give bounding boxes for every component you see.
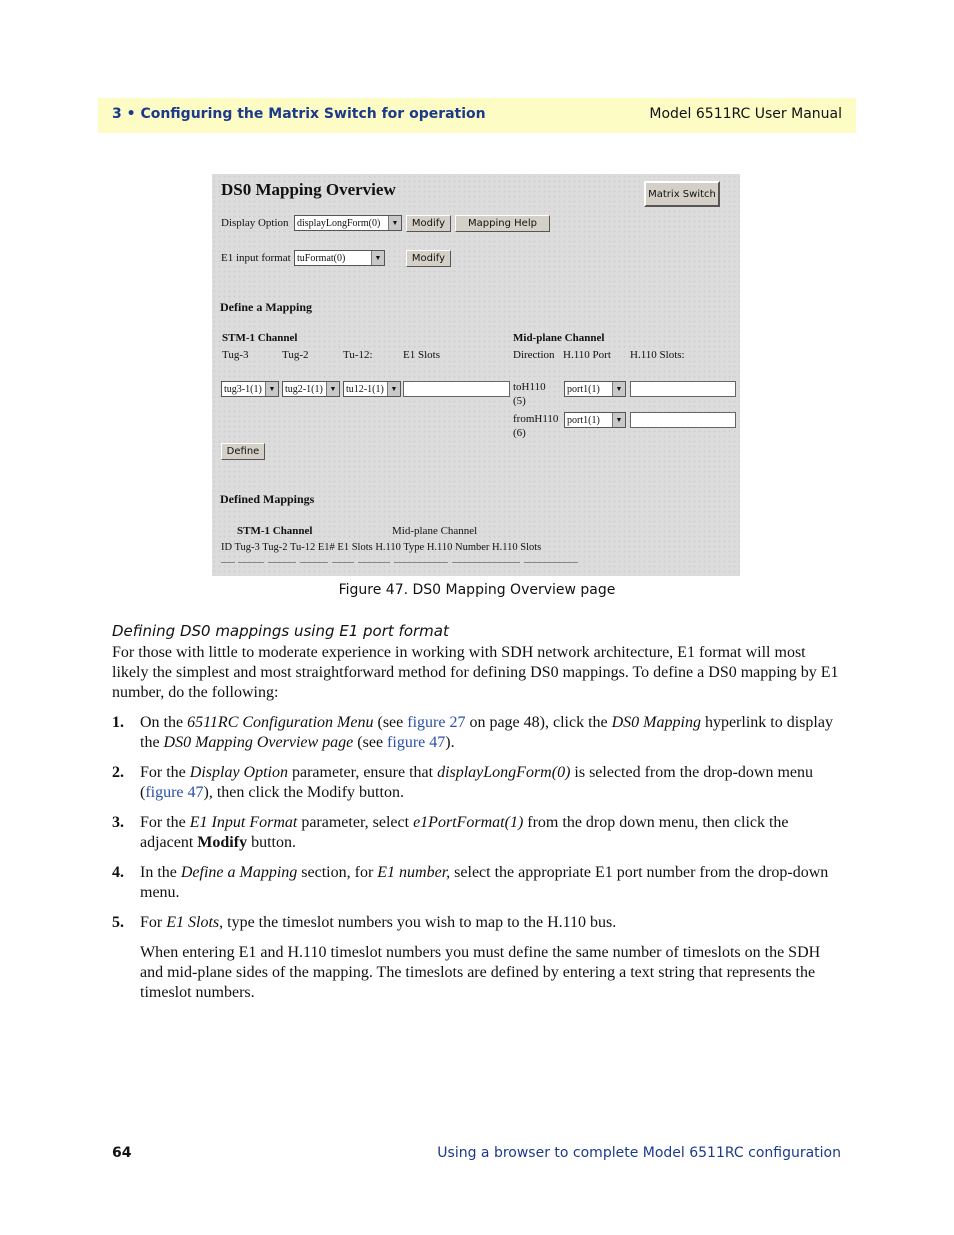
defined-mappings-columns: ID Tug-3 Tug-2 Tu-12 E1# E1 Slots H.110 Type H.110 Number H.110 Slots — [221, 542, 542, 553]
col-e1-slots: E1 Slots — [403, 349, 440, 361]
column-underline — [524, 562, 578, 563]
note-paragraph: When entering E1 and H.110 timeslot numbers you must define the same number of timeslots on the SDH and mid-plane sides of the mapping. The timeslots are defined by entering a text string that represents the timeslot numbers. — [140, 944, 821, 1001]
column-underline — [452, 562, 520, 563]
column-underline — [268, 562, 296, 563]
col-direction: Direction — [513, 349, 555, 361]
col-tug3: Tug-3 — [222, 349, 249, 361]
chevron-down-icon: ▼ — [265, 382, 278, 396]
intro-paragraph: For those with little to moderate experience in working with SDH network architecture, E1 format will most likely the simplest and most straightforward method for defining DS0 mappings. To define a DS0 mapping by E1 number, do the following: — [112, 644, 839, 701]
stm-channel-label-2: STM-1 Channel — [237, 525, 313, 537]
running-header — [98, 98, 856, 133]
list-item: 2. For the Display Option parameter, ensure that displayLongForm(0) is selected from the drop-down menu (figure 47), then click the Modify button. — [112, 764, 813, 801]
column-underline — [221, 562, 235, 563]
stm-channel-label: STM-1 Channel — [222, 332, 298, 344]
column-underline — [358, 562, 390, 563]
from-h110-label: fromH110 — [513, 413, 559, 425]
display-option-select[interactable]: displayLongForm(0) ▼ — [294, 215, 402, 231]
column-underline — [300, 562, 328, 563]
page-number: 64 — [112, 1145, 132, 1161]
manual-title: Model 6511RC User Manual — [649, 106, 842, 122]
to-h110-slots-input[interactable] — [630, 381, 736, 397]
column-underline — [238, 562, 264, 563]
column-underline — [332, 562, 354, 563]
chevron-down-icon: ▼ — [371, 251, 384, 265]
midplane-channel-label-2: Mid-plane Channel — [392, 525, 478, 537]
chevron-down-icon: ▼ — [326, 382, 339, 396]
col-h110-port: H.110 Port — [563, 349, 611, 361]
col-tu12: Tu-12: — [343, 349, 373, 361]
tug2-select[interactable]: tug2-1(1) ▼ — [282, 381, 340, 397]
list-item: 3. For the E1 Input Format parameter, select e1PortFormat(1) from the drop down menu, then click the adjacent Modify button. — [112, 814, 789, 851]
chevron-down-icon: ▼ — [612, 382, 625, 396]
to-h110-label: toH110 — [513, 381, 546, 393]
to-h110-number: (5) — [513, 395, 526, 407]
to-h110-port-select[interactable]: port1(1) ▼ — [564, 381, 626, 397]
e1-format-select[interactable]: tuFormat(0) ▼ — [294, 250, 385, 266]
mapping-help-button[interactable]: Mapping Help — [455, 215, 550, 232]
chevron-down-icon: ▼ — [387, 382, 400, 396]
modify-button[interactable]: Modify — [406, 215, 451, 232]
figure-47-link[interactable]: figure 47 — [145, 784, 204, 801]
modify-e1-button[interactable]: Modify — [406, 250, 451, 267]
screenshot-title: DS0 Mapping Overview — [221, 180, 396, 199]
from-h110-slots-input[interactable] — [630, 412, 736, 428]
footer-title: Using a browser to complete Model 6511RC configuration — [437, 1145, 841, 1161]
list-item: 5. For E1 Slots, type the timeslot numbers you wish to map to the H.110 bus. — [112, 914, 617, 931]
figure-27-link[interactable]: figure 27 — [407, 714, 466, 731]
list-item: 4. In the Define a Mapping section, for E1 number, select the appropriate E1 port number from the drop-down menu. — [112, 864, 829, 901]
e1-format-label: E1 input format — [221, 252, 291, 264]
from-h110-port-select[interactable]: port1(1) ▼ — [564, 412, 626, 428]
list-item: 1. On the 6511RC Configuration Menu (see figure 27 on page 48), click the DS0 Mapping hyperlink to display the DS0 Mapping Overview page (see figure 47). — [112, 714, 833, 751]
matrix-switch-button[interactable]: Matrix Switch — [644, 181, 720, 207]
ds0-mapping-screenshot — [212, 174, 740, 576]
midplane-channel-label: Mid-plane Channel — [513, 332, 605, 344]
display-option-label: Display Option — [221, 217, 289, 229]
col-h110-slots: H.110 Slots: — [630, 349, 685, 361]
figure-47-link[interactable]: figure 47 — [387, 734, 446, 751]
e1-slots-input[interactable] — [403, 381, 510, 397]
tug3-select[interactable]: tug3-1(1) ▼ — [221, 381, 279, 397]
defined-mappings-heading: Defined Mappings — [220, 492, 315, 506]
tu12-select[interactable]: tu12-1(1) ▼ — [343, 381, 401, 397]
column-underline — [394, 562, 448, 563]
section-title: 3 • Configuring the Matrix Switch for operation — [112, 106, 486, 122]
figure-caption: Figure 47. DS0 Mapping Overview page — [338, 582, 616, 598]
define-button[interactable]: Define — [221, 443, 265, 460]
chevron-down-icon: ▼ — [388, 216, 401, 230]
col-tug2: Tug-2 — [282, 349, 309, 361]
from-h110-number: (6) — [513, 427, 526, 439]
section-subheading: Defining DS0 mappings using E1 port format — [112, 622, 449, 640]
define-heading: Define a Mapping — [220, 300, 313, 314]
chevron-down-icon: ▼ — [612, 413, 625, 427]
